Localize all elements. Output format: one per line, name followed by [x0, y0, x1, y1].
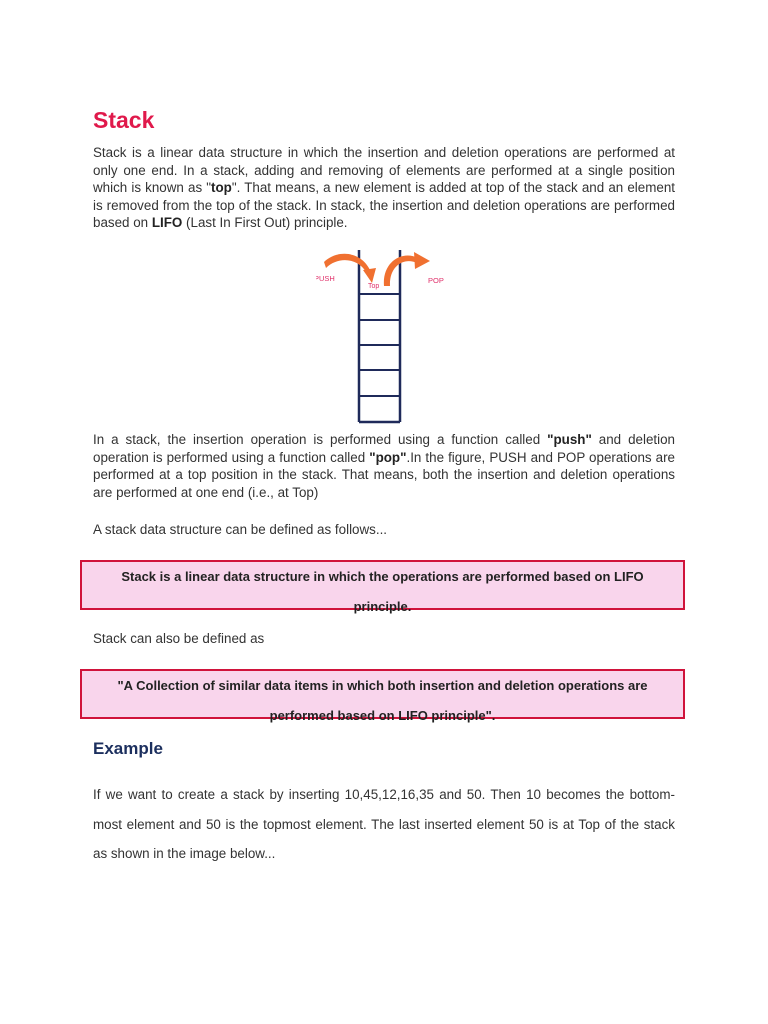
push-label: PUSH: [316, 274, 335, 283]
intro-text-2: ". That means, a new element is added at top of the stack and an element is removed from the top of the stack. In stack, the insertion and deletion operations are performed based on: [93, 180, 675, 230]
operations-paragraph: [93, 431, 675, 501]
definition-intro: A stack data structure can be defined as follows...: [93, 522, 388, 537]
definition-box-2: "A Collection of similar data items in which both insertion and deletion operations are performed based on LIFO principle".: [80, 669, 685, 719]
page-title: Stack: [93, 107, 155, 133]
intro-bold-top: top: [211, 180, 232, 195]
alternative-definition-intro: Stack can also be defined as: [93, 631, 265, 646]
example-heading: Example: [93, 739, 163, 758]
ops-bold-pop: "pop": [369, 449, 407, 465]
stack-cells: [359, 294, 400, 396]
ops-text-2: and deletion operation is performed using a function called: [93, 432, 675, 465]
definition-box-1: Stack is a linear data structure in which the operations are performed based on LIFO principle.: [80, 560, 685, 610]
ops-bold-push: "push": [547, 432, 592, 447]
ops-text-1: In a stack, the insertion operation is performed using a function called: [93, 432, 548, 447]
ops-text-3: .In the figure, PUSH and POP operations are performed at a top position in the stack. That means, both the insertion and deletion operations are performed at one end (i.e., at Top): [93, 449, 675, 500]
intro-text-1: Stack is a linear data structure in which the insertion and deletion operations are performed at only one end. In a stack, adding and removing of elements are performed at a single position which is known as ": [93, 145, 675, 195]
intro-paragraph: [93, 144, 675, 232]
intro-text-3: (Last In First Out) principle.: [182, 215, 348, 230]
stack-diagram: [316, 248, 476, 426]
top-label: Top: [368, 283, 380, 290]
pop-label: POP: [428, 276, 444, 285]
example-paragraph: If we want to create a stack by inserting 10,45,12,16,35 and 50. Then 10 becomes the bottom-most element and 50 is the topmost element. The last inserted element 50 is at Top of the stack as shown in the image below...: [93, 787, 675, 861]
intro-bold-lifo: LIFO: [151, 215, 183, 230]
pop-arrow-icon: [384, 252, 430, 286]
stack-diagram-svg: [316, 248, 476, 426]
